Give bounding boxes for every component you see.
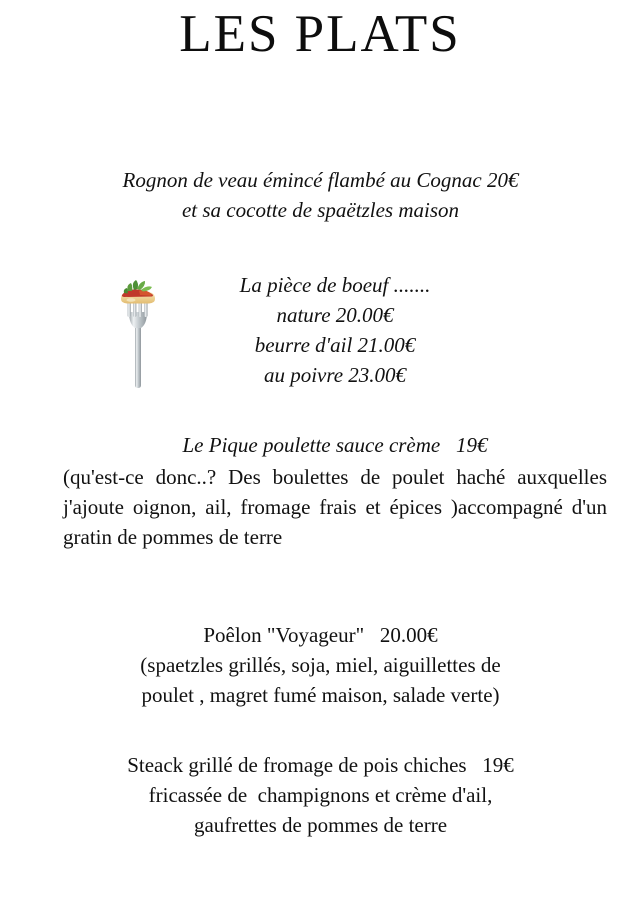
menu-section-rognon <box>48 165 593 225</box>
dish-line: au poivre 23.00€ <box>263 363 407 387</box>
dish-description-pique-poulette: (qu'est-ce donc..? Des boulettes de poulet haché auxquelles j'ajoute oignon, ail, fromage frais et épices )accompagné d'un gratin de pommes de terre <box>63 465 613 549</box>
dish-steack <box>48 750 593 840</box>
dish-line: poulet , magret fumé maison, salade verte) <box>141 683 500 707</box>
dish-line: nature 20.00€ <box>276 303 394 327</box>
menu-section-steack <box>48 750 593 840</box>
dish-line: La pièce de boeuf ....... <box>239 273 431 297</box>
dish-line: Poêlon "Voyageur" 20.00€ <box>203 623 438 647</box>
dish-line: gaufrettes de pommes de terre <box>193 813 448 837</box>
dish-line: Rognon de veau émincé flambé au Cognac 20€ <box>122 168 519 192</box>
dish-line: fricassée de champignons et crème d'ail, <box>148 783 493 807</box>
page-title: LES PLATS <box>179 5 461 63</box>
dish-line: et sa cocotte de spaëtzles maison <box>181 198 460 222</box>
dish-rognon <box>48 165 593 225</box>
dish-line: beurre d'ail 21.00€ <box>254 333 416 357</box>
dish-line: (spaetzles grillés, soja, miel, aiguillettes de <box>140 653 501 677</box>
dish-poelon <box>48 620 593 710</box>
menu-section-pique-poulette <box>63 430 613 552</box>
dish-piece-de-boeuf <box>180 270 490 390</box>
fork-with-food-icon <box>114 274 162 392</box>
fork-with-food-icon-graphic <box>114 274 162 392</box>
menu-section-piece-de-boeuf <box>0 270 640 395</box>
dish-title-pique-poulette: Le Pique poulette sauce crème 19€ <box>182 433 488 457</box>
dish-line: Steack grillé de fromage de pois chiches 19€ <box>127 753 514 777</box>
menu-section-poelon <box>48 620 593 710</box>
